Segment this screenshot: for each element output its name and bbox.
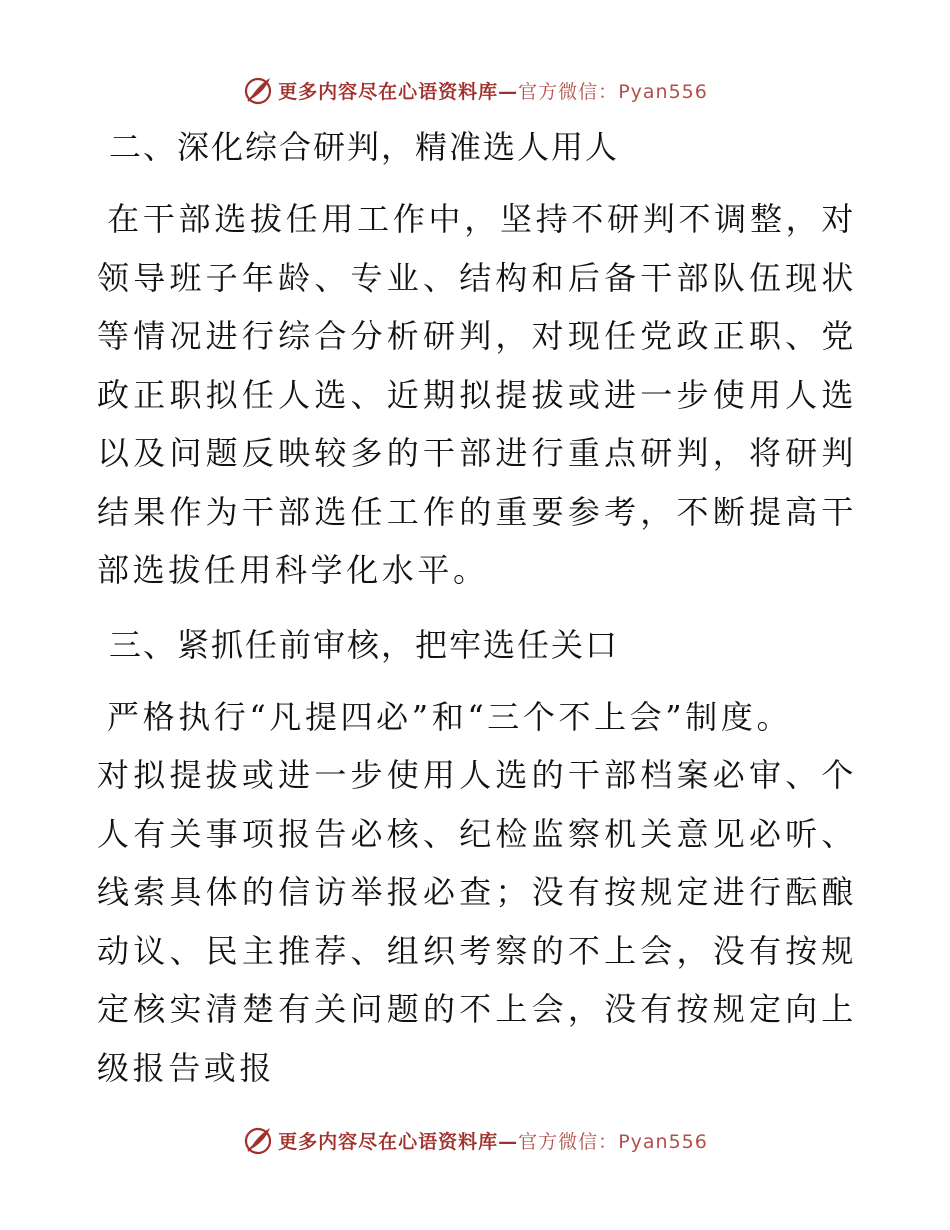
site-name: 更多内容尽在心语资料库— <box>278 1130 519 1153</box>
paragraph-text: 在干部选拔任用工作中，坚持不研判不调整，对领导班子年龄、专业、结构和后备干部队伍现状等情况进行综合分析研判，对现任党政正职、党政正职拟任人选、近期拟提拔或进一步使用人选以及问题反映较多的干部进行重点研判，将研判结果作为干部选任工作的重要参考，不断提高干部选拔任用科学化水平。 <box>97 200 857 589</box>
wechat-label: 官方微信： <box>518 80 619 103</box>
section-paragraph-2 <box>97 190 857 600</box>
header-banner <box>0 70 950 110</box>
section-paragraph-3-lead <box>97 688 857 747</box>
wechat-id: Pyan556 <box>618 80 708 103</box>
banner-text <box>278 77 708 104</box>
document-body <box>97 118 857 1097</box>
wechat-id: Pyan556 <box>618 1130 708 1153</box>
section-heading-2: 二、深化综合研判，精准选人用人 <box>109 128 620 166</box>
wechat-label: 官方微信： <box>518 1130 619 1153</box>
feather-pen-logo-icon <box>242 1124 274 1156</box>
footer-banner <box>0 1120 950 1160</box>
paragraph-text: 严格执行“凡提四必”和“三个不上会”制度。 <box>107 697 793 736</box>
section-heading-3: 三、紧抓任前审核，把牢选任关口 <box>109 625 620 664</box>
feather-pen-logo-icon <box>242 74 274 106</box>
section-paragraph-3: 对拟提拔或进一步使用人选的干部档案必审、个人有关事项报告必核、纪检监察机关意见必听、线索具体的信访举报必查；没有按规定进行酝酿动议、民主推荐、组织考察的不上会，没有按规定核实清楚有关问题的不上会，没有按规定向上级报告或报 <box>97 756 857 1087</box>
banner-text <box>278 1127 708 1154</box>
site-name: 更多内容尽在心语资料库— <box>278 80 519 103</box>
